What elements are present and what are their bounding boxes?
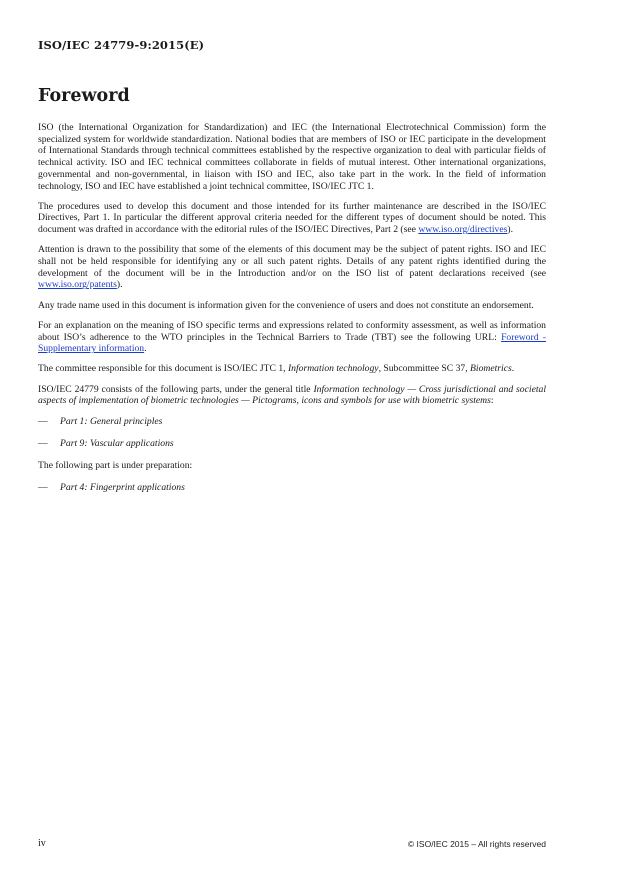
paragraph-3-end: ). — [116, 279, 123, 291]
paragraph-4: Any trade name used in this document is information given for the convenience of users and does not constitute an endorsement. — [38, 299, 534, 311]
paragraph-5-text: For an explanation on the meaning of ISO specific terms and expressions related to conformity assessment, as well as information about ISO’s adherence to the WTO principles in the Technical Barriers to Trade (TBT) see the following URL: — [38, 319, 546, 343]
paragraph-6-text: The committee responsible for this document is ISO/IEC JTC 1, — [38, 363, 288, 375]
paragraph-7 — [38, 384, 546, 407]
paragraph-5 — [38, 320, 546, 355]
patents-link[interactable]: www.iso.org/patents — [38, 279, 117, 291]
list-item — [38, 482, 546, 494]
paragraph-2-text: The procedures used to develop this document and those intended for its further maintenance are described in the ISO/IEC Directives, Part 1. In particular the different approval criteria needed for the different types of document should be noted. This document was drafted in accordance with the editorial rules of the ISO/IEC Directives, Part 2 (see — [38, 200, 546, 236]
paragraph-1: ISO (the International Organization for Standardization) and IEC (the International Electrotechnical Commission) form the specialized system for worldwide standardization. National bodies that are members of ISO or IEC participate in the development of International Standards through technical committees established by the respective organization to deal with particular fields of technical activity. ISO and IEC technical committees collaborate in fields of mutual interest. Other international organizations, governmental and non-governmental, in liaison with ISO and IEC, also take part in the work. In the field of information technology, ISO and IEC have established a joint technical committee, ISO/IEC JTC 1. — [38, 122, 546, 192]
paragraph-2 — [38, 201, 546, 236]
list-item — [38, 416, 546, 428]
paragraph-6-mid: , Subcommittee SC 37, — [378, 363, 471, 375]
paragraph-2-end: ). — [507, 224, 513, 236]
paragraph-6-italic-2: Biometrics — [470, 363, 512, 375]
paragraph-3-text: Attention is drawn to the possibility that some of the elements of this document may be the subject of patent rights. ISO and IEC shall not be held responsible for identifying any or all such patent rights. Details of any patent rights identified during the development of the document will be in the Introduction and/or on the ISO list of patent declarations received (see — [38, 244, 546, 279]
paragraph-3 — [38, 244, 546, 291]
foreword-body — [38, 122, 546, 504]
directives-link[interactable]: www.iso.org/directives — [418, 224, 508, 236]
list-item-label: Part 9: Vascular applications — [60, 437, 174, 449]
paragraph-5-end: . — [144, 343, 147, 355]
list-item-label: Part 4: Fingerprint applications — [60, 482, 185, 494]
copyright-notice: © ISO/IEC 2015 – All rights reserved — [407, 839, 546, 849]
list-dash: — — [38, 482, 48, 494]
list-dash: — — [38, 415, 48, 427]
list-item — [38, 438, 546, 450]
document-id: ISO/IEC 24779-9:2015(E) — [38, 38, 205, 52]
paragraph-7-italic: Information technology — Cross jurisdictional and societal aspects of implementation of biometric technologies — Pictograms, icons and symbols for use with biometric systems — [38, 383, 546, 407]
page-number: iv — [38, 838, 46, 849]
paragraph-6-end: . — [511, 363, 515, 375]
section-title: Foreword — [38, 86, 130, 106]
list-dash: — — [38, 437, 48, 449]
paragraph-6 — [38, 363, 546, 375]
paragraph-7-text: ISO/IEC 24779 consists of the following parts, under the general title — [38, 383, 314, 395]
preparation-note: The following part is under preparation: — [38, 459, 193, 471]
list-item-label: Part 1: General principles — [60, 415, 163, 427]
paragraph-7-end: : — [490, 395, 494, 407]
supplementary-info-link[interactable]: Foreword - Supplementary information — [38, 331, 546, 355]
paragraph-6-italic-1: Information technology — [287, 363, 379, 375]
